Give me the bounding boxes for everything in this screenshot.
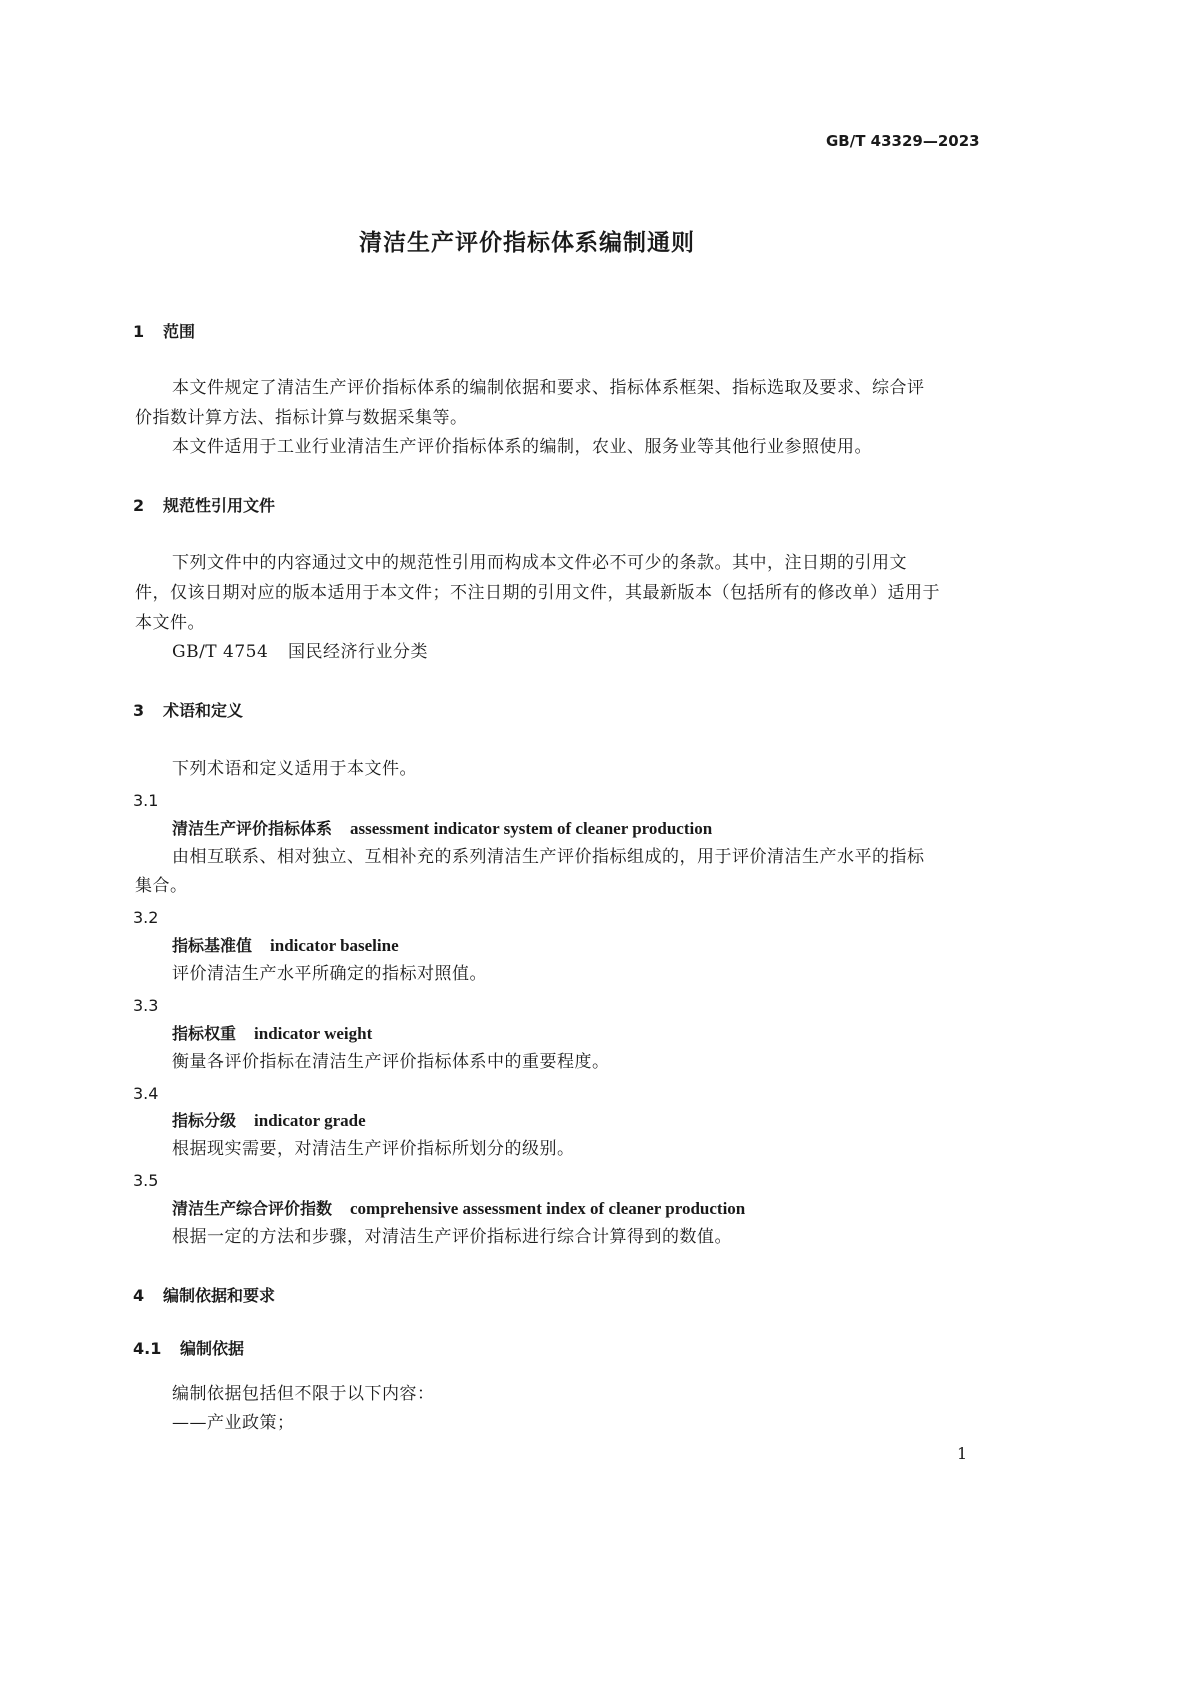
section-3-intro: 下列术语和定义适用于本文件。 — [172, 759, 417, 779]
section-1-number: 1 — [133, 322, 145, 341]
section-1-line-1: 本文件规定了清洁生产评价指标体系的编制依据和要求、指标体系框架、指标选取及要求、综合评 — [172, 378, 925, 398]
section-4-number: 4 — [133, 1286, 145, 1305]
section-4-1-title: 编制依据 — [180, 1339, 245, 1358]
term-3-2-definition: 评价清洁生产水平所确定的指标对照值。 — [172, 964, 487, 984]
term-3-2-heading — [172, 937, 399, 954]
section-1-line-3: 本文件适用于工业行业清洁生产评价指标体系的编制，农业、服务业等其他行业参照使用。 — [172, 437, 872, 457]
term-3-2-en: indicator baseline — [270, 936, 399, 955]
section-4-1-line-1: 编制依据包括但不限于以下内容： — [172, 1384, 435, 1404]
term-3-5-en: comprehensive assessment index of cleaner production — [350, 1199, 746, 1218]
term-3-1-number: 3.1 — [133, 791, 159, 810]
section-2-title: 规范性引用文件 — [163, 496, 276, 515]
term-3-1-en: assessment indicator system of cleaner production — [350, 819, 713, 838]
section-2-line-2: 件，仅该日期对应的版本适用于本文件；不注日期的引用文件，其最新版本（包括所有的修改单）适用于 — [135, 583, 940, 603]
term-3-5-definition: 根据一定的方法和步骤，对清洁生产评价指标进行综合计算得到的数值。 — [172, 1227, 732, 1247]
section-1-line-2: 价指数计算方法、指标计算与数据采集等。 — [135, 408, 468, 428]
term-3-5-heading — [172, 1200, 745, 1217]
term-3-4-zh: 指标分级 — [172, 1111, 237, 1130]
term-3-3-heading — [172, 1025, 372, 1042]
section-4-1-line-2: ——产业政策； — [172, 1413, 295, 1433]
term-3-2-zh: 指标基准值 — [172, 936, 253, 955]
standard-code: GB/T 43329—2023 — [826, 132, 980, 150]
term-3-4-en: indicator grade — [254, 1111, 366, 1130]
page-number: 1 — [957, 1444, 968, 1463]
section-3-title: 术语和定义 — [163, 701, 244, 720]
term-3-3-number: 3.3 — [133, 996, 159, 1015]
section-2-line-1: 下列文件中的内容通过文中的规范性引用而构成本文件必不可少的条款。其中，注日期的引用文 — [172, 553, 907, 573]
term-3-1-heading — [172, 820, 712, 837]
term-3-5-zh: 清洁生产综合评价指数 — [172, 1199, 333, 1218]
section-2-line-3: 本文件。 — [135, 613, 205, 633]
term-3-4-number: 3.4 — [133, 1084, 159, 1103]
normative-reference-code: GB/T 4754 — [172, 642, 269, 662]
term-3-3-definition: 衡量各评价指标在清洁生产评价指标体系中的重要程度。 — [172, 1052, 610, 1072]
term-3-4-heading — [172, 1112, 366, 1129]
term-3-1-definition-line-2: 集合。 — [135, 876, 188, 896]
section-2-number: 2 — [133, 496, 145, 515]
section-4-title: 编制依据和要求 — [163, 1286, 276, 1305]
term-3-5-number: 3.5 — [133, 1171, 159, 1190]
document-title: 清洁生产评价指标体系编制通则 — [359, 230, 695, 256]
section-1-title: 范围 — [163, 322, 196, 341]
term-3-3-zh: 指标权重 — [172, 1024, 237, 1043]
term-3-4-definition: 根据现实需要，对清洁生产评价指标所划分的级别。 — [172, 1139, 575, 1159]
normative-reference-title: 国民经济行业分类 — [288, 642, 428, 662]
section-3-number: 3 — [133, 701, 145, 720]
term-3-1-zh: 清洁生产评价指标体系 — [172, 819, 333, 838]
term-3-3-en: indicator weight — [254, 1024, 373, 1043]
section-4-1-number: 4.1 — [133, 1339, 162, 1358]
term-3-2-number: 3.2 — [133, 908, 159, 927]
term-3-1-definition-line-1: 由相互联系、相对独立、互相补充的系列清洁生产评价指标组成的，用于评价清洁生产水平的指标 — [172, 847, 925, 867]
